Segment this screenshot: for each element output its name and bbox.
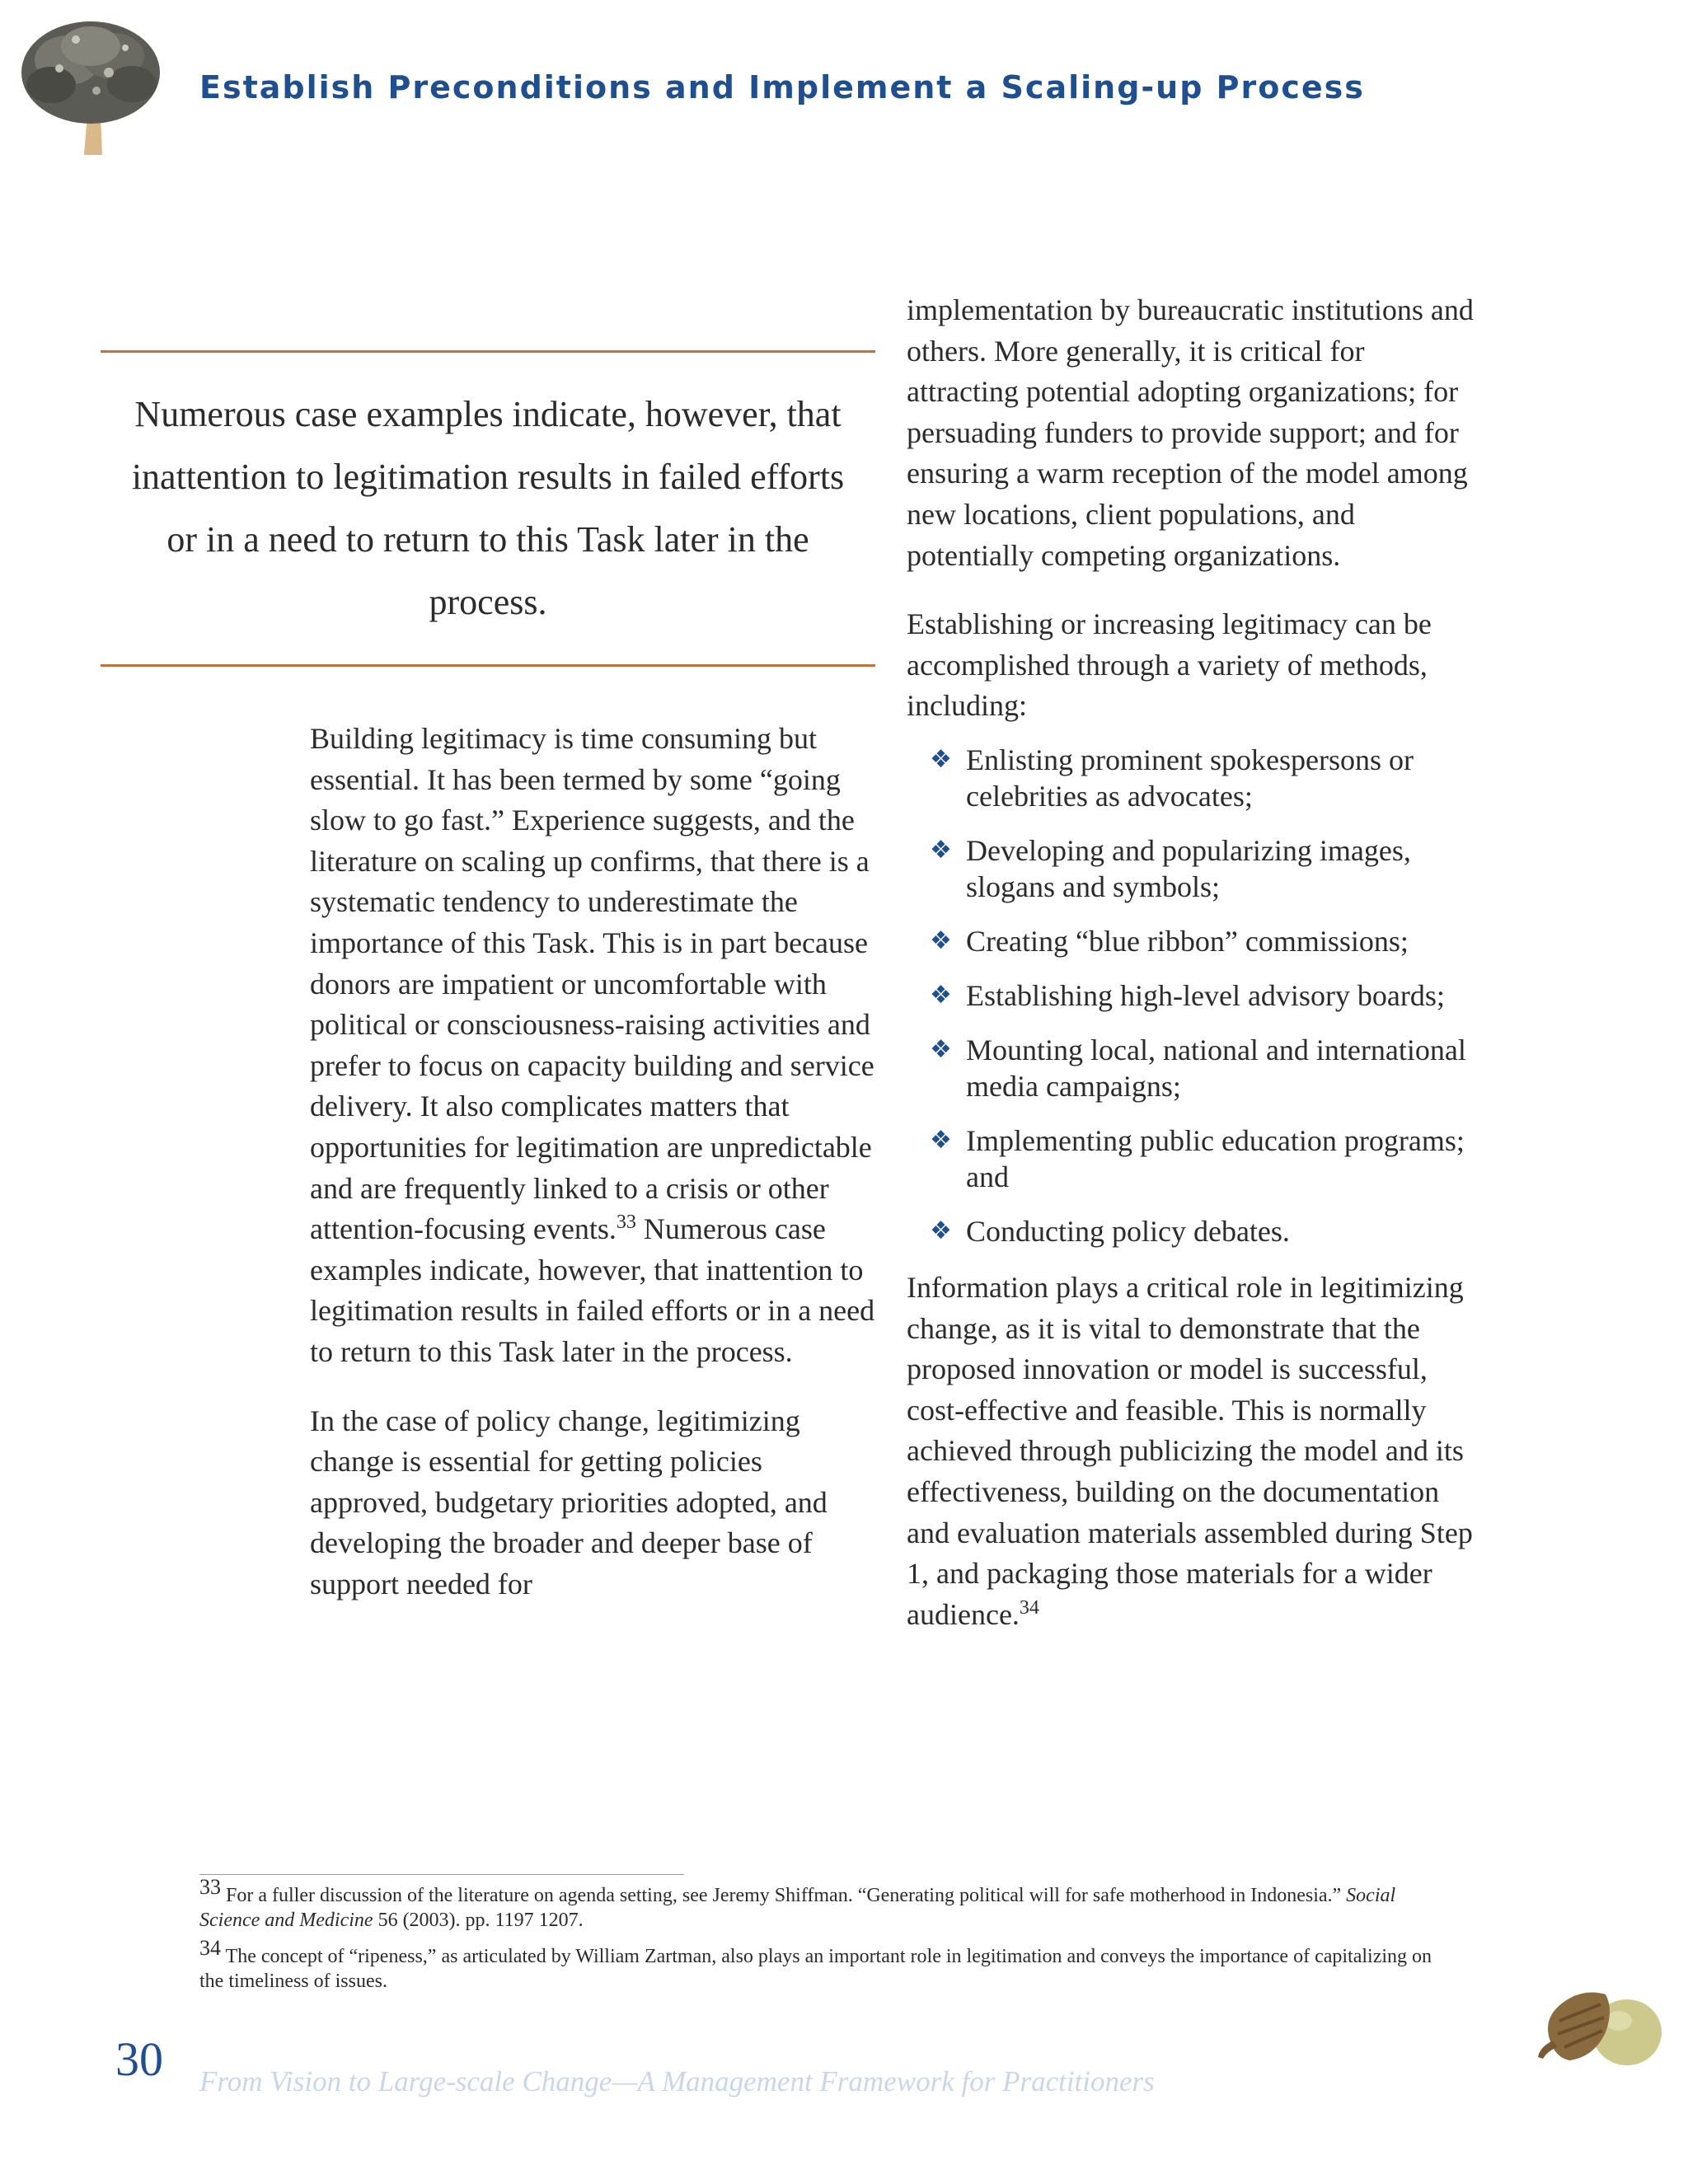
pull-quote-text: Numerous case examples indicate, however, that inattention to legitimation results in failed efforts or in a need to return to this Task later in the process. <box>131 394 845 622</box>
body-paragraph: Establishing or increasing legitimacy can be accomplished through a variety of methods, including: <box>907 607 1432 723</box>
list-item <box>907 977 1484 1014</box>
body-text: Numerous case examples indicate, however, that inattention to legitimation results in failed efforts or in a need to return to this Task later in the process. <box>310 1212 875 1368</box>
list-item-text: Creating “blue ribbon” commissions; <box>966 924 1409 958</box>
footnotes <box>199 1875 1452 2005</box>
diamond-bullet-icon: ❖ <box>930 1216 952 1245</box>
diamond-bullet-icon: ❖ <box>930 835 952 865</box>
body-text: Information plays a critical role in legitimizing change, as it is vital to demonstrate that the proposed innovation or model is successful, cost-effective and feasible. This is normally achieved through publicizing the model and its effectiveness, building on the documentation and evaluation materials assembled during Step 1, and packaging those materials for a wider audience. <box>907 1270 1473 1631</box>
diamond-bullet-icon: ❖ <box>930 744 952 774</box>
body-paragraph: In the case of policy change, legitimizing change is essential for getting policies approved, budgetary priorities adopted, and developing the broader and deeper base of support needed for <box>310 1404 828 1601</box>
body-paragraph: implementation by bureaucratic institutions and others. More generally, it is critical for attracting potential adopting organizations; for persuading funders to provide support; and for ensuring a warm reception of the model among new locations, client populations, and potentially competing organizations. <box>907 293 1474 572</box>
list-item-text: Developing and popularizing images, slogans and symbols; <box>966 833 1411 903</box>
left-column <box>310 719 879 1605</box>
footnote-ref-33[interactable]: 33 <box>616 1212 636 1234</box>
footer-title: From Vision to Large-scale Change—A Management Framework for Practitioners <box>199 2065 1155 2097</box>
footnote-text: 56 (2003). pp. 1197 1207. <box>373 1910 584 1931</box>
footnote-number: 33 <box>199 1875 221 1899</box>
body-text: Building legitimacy is time consuming but essential. It has been termed by some “going slow to go fast.” Experience suggests, and the literature on scaling up confirms, that there is a systematic tendency to underestimate the importance of this Task. This is in part because donors are impatient or uncomfortable with political or consciousness-raising activities and prefer to focus on capacity building and service delivery. It also complicates matters that opportunities for legitimation are unpredictable and are frequently linked to a crisis or other attention-focusing events. <box>310 722 874 1246</box>
list-item <box>907 832 1484 905</box>
body-paragraph <box>907 1268 1484 1635</box>
list-item-text: Enlisting prominent spokespersons or celebrities as advocates; <box>966 743 1414 813</box>
list-item-text: Mounting local, national and international media campaigns; <box>966 1033 1466 1103</box>
footnote-34 <box>199 1936 1452 1994</box>
list-item <box>907 923 1484 959</box>
diamond-bullet-icon: ❖ <box>930 980 952 1010</box>
list-item <box>907 1122 1484 1195</box>
footnote-journal: Social Science and Medicine <box>199 1885 1396 1931</box>
list-item <box>907 742 1484 814</box>
footnote-divider <box>199 1874 684 1875</box>
footnote-ref-34[interactable]: 34 <box>1019 1596 1039 1619</box>
acorn-icon <box>1535 1971 1667 2075</box>
list-item-text: Conducting policy debates. <box>966 1214 1290 1248</box>
list-item <box>907 1213 1484 1249</box>
diamond-bullet-icon: ❖ <box>930 1125 952 1155</box>
header-title: Establish Preconditions and Implement a Scaling-up Process <box>199 69 1365 105</box>
pull-quote <box>101 350 875 667</box>
methods-list <box>907 742 1484 1249</box>
list-item-text: Establishing high-level advisory boards; <box>966 978 1445 1012</box>
page-number: 30 <box>115 2032 163 2086</box>
footnote-number: 34 <box>199 1936 221 1960</box>
footnote-33 <box>199 1875 1452 1933</box>
footnote-text: For a fuller discussion of the literature on agenda setting, see Jeremy Shiffman. “Generating political will for safe motherhood in Indonesia.” <box>221 1885 1347 1906</box>
tree-icon <box>18 15 163 155</box>
list-item-text: Implementing public education programs; and <box>966 1123 1465 1193</box>
body-paragraph <box>310 719 879 1373</box>
right-column <box>907 290 1484 1635</box>
list-item <box>907 1032 1484 1104</box>
footnote-text: The concept of “ripeness,” as articulated by William Zartman, also plays an important role in legitimation and conveys the importance of capitalizing on the timeliness of issues. <box>199 1946 1432 1992</box>
diamond-bullet-icon: ❖ <box>930 1034 952 1064</box>
diamond-bullet-icon: ❖ <box>930 926 952 955</box>
